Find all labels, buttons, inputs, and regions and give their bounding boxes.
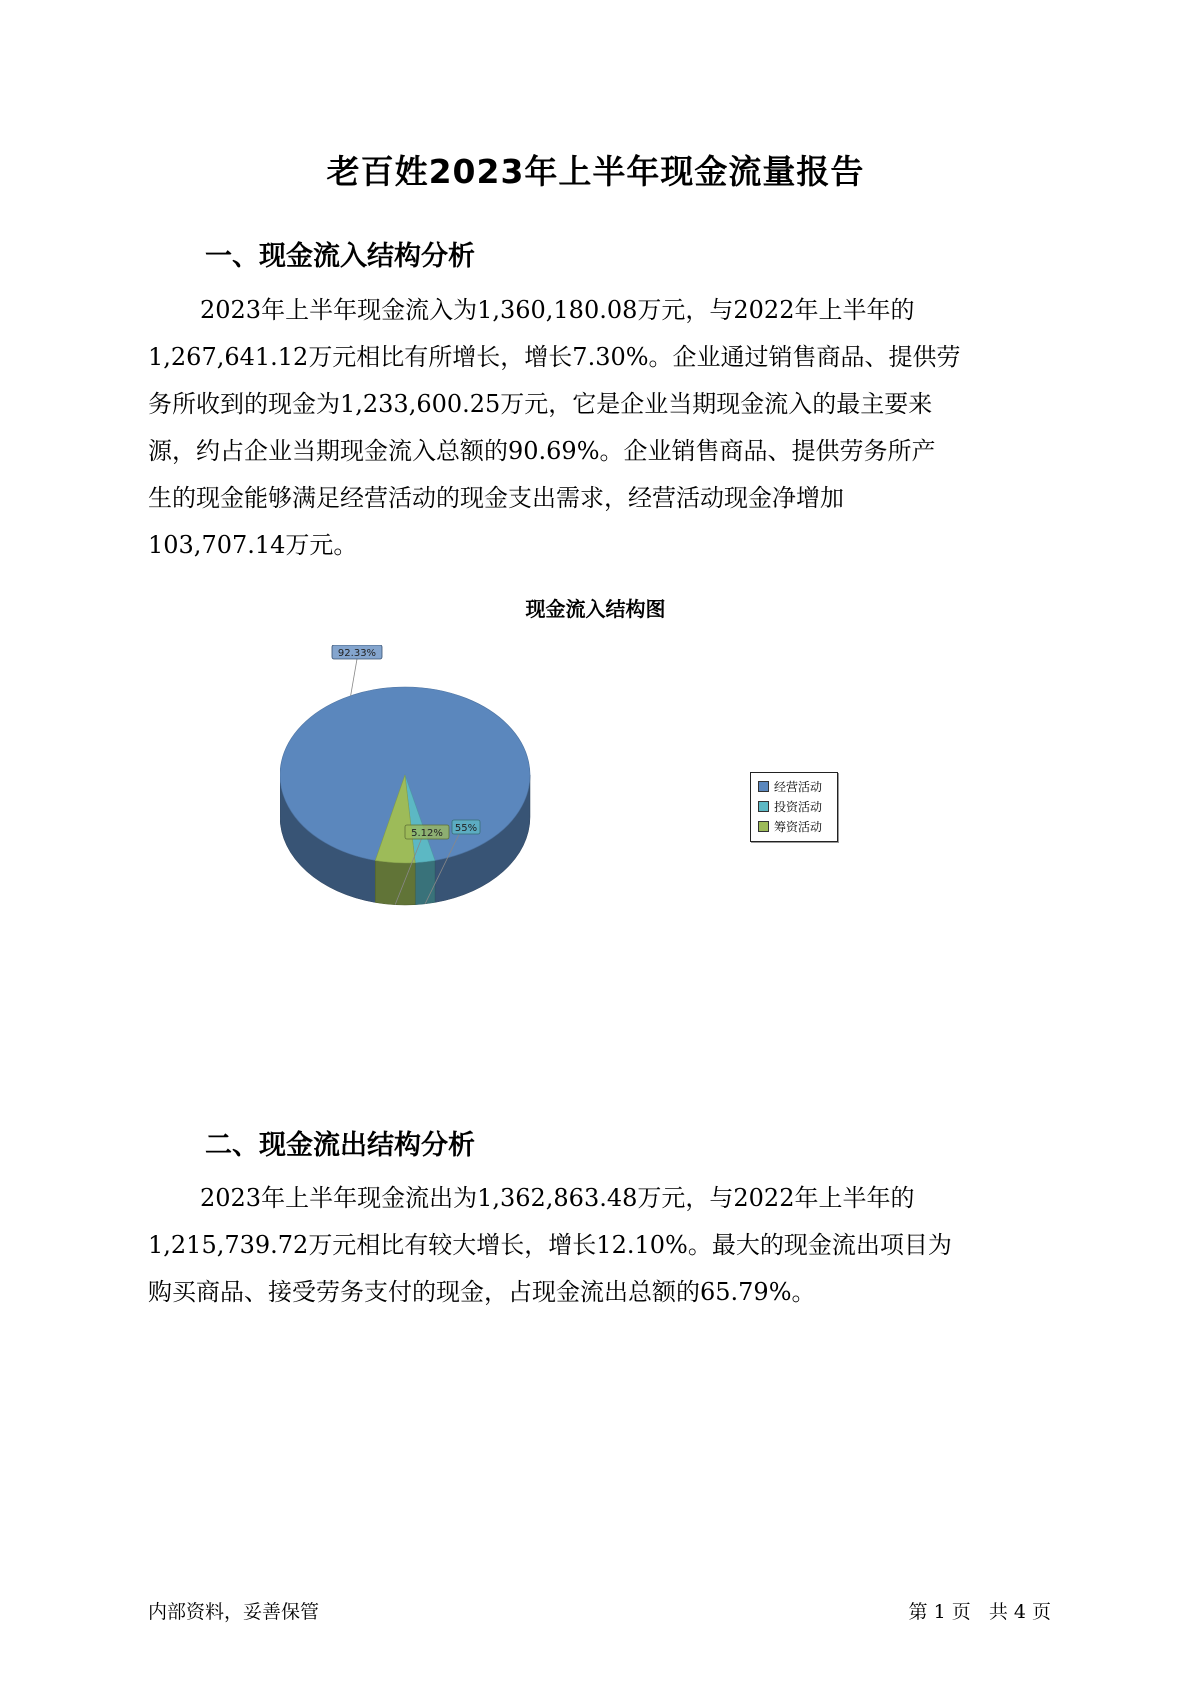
report-title: 老百姓2023年上半年现金流量报告 — [326, 152, 865, 191]
paragraph-line: 2023年上半年现金流入为1,360,180.08万元，与2022年上半年的 — [200, 296, 915, 324]
legend-item-operating — [758, 779, 822, 793]
outflow-paragraph — [148, 1175, 1050, 1316]
pie-slice-side — [415, 860, 435, 904]
pie-slice-side — [375, 860, 415, 905]
data-label-leader — [351, 659, 357, 696]
page-number: 第 1 页 共 4 页 — [908, 1601, 1051, 1623]
chart-legend — [750, 772, 838, 842]
paragraph-line: 2023年上半年现金流出为1,362,863.48万元，与2022年上半年的 — [200, 1184, 915, 1212]
legend-item-investing — [758, 799, 822, 813]
section-heading-outflow: 二、现金流出结构分析 — [205, 1130, 475, 1161]
paragraph-line: 103,707.14万元。 — [148, 531, 358, 559]
data-label: 55% — [454, 823, 478, 834]
legend-label: 经营活动 — [774, 779, 823, 794]
paragraph-line: 务所收到的现金为1,233,600.25万元，它是企业当期现金流入的最主要来 — [148, 390, 933, 418]
paragraph-line: 购买商品、接受劳务支付的现金，占现金流出总额的65.79%。 — [148, 1278, 816, 1306]
data-label: 92.33% — [337, 648, 377, 659]
legend-label: 投资活动 — [774, 799, 823, 814]
legend-swatch — [758, 781, 769, 792]
pie-chart — [280, 645, 580, 925]
paragraph-line: 1,267,641.12万元相比有所增长，增长7.30%。企业通过销售商品、提供劳 — [148, 343, 961, 371]
legend-label: 筹资活动 — [774, 819, 823, 834]
legend-swatch — [758, 801, 769, 812]
footer-note: 内部资料，妥善保管 — [148, 1601, 320, 1623]
chart-title: 现金流入结构图 — [525, 597, 666, 621]
paragraph-line: 生的现金能够满足经营活动的现金支出需求，经营活动现金净增加 — [148, 484, 844, 512]
section-heading-inflow: 一、现金流入结构分析 — [205, 241, 475, 272]
data-label: 5.12% — [411, 828, 443, 839]
paragraph-line: 源，约占企业当期现金流入总额的90.69%。企业销售商品、提供劳务所产 — [148, 437, 936, 465]
inflow-paragraph — [148, 287, 1050, 569]
paragraph-line: 1,215,739.72万元相比有较大增长，增长12.10%。最大的现金流出项目为 — [148, 1231, 952, 1259]
legend-item-financing — [758, 819, 822, 833]
legend-swatch — [758, 821, 769, 832]
